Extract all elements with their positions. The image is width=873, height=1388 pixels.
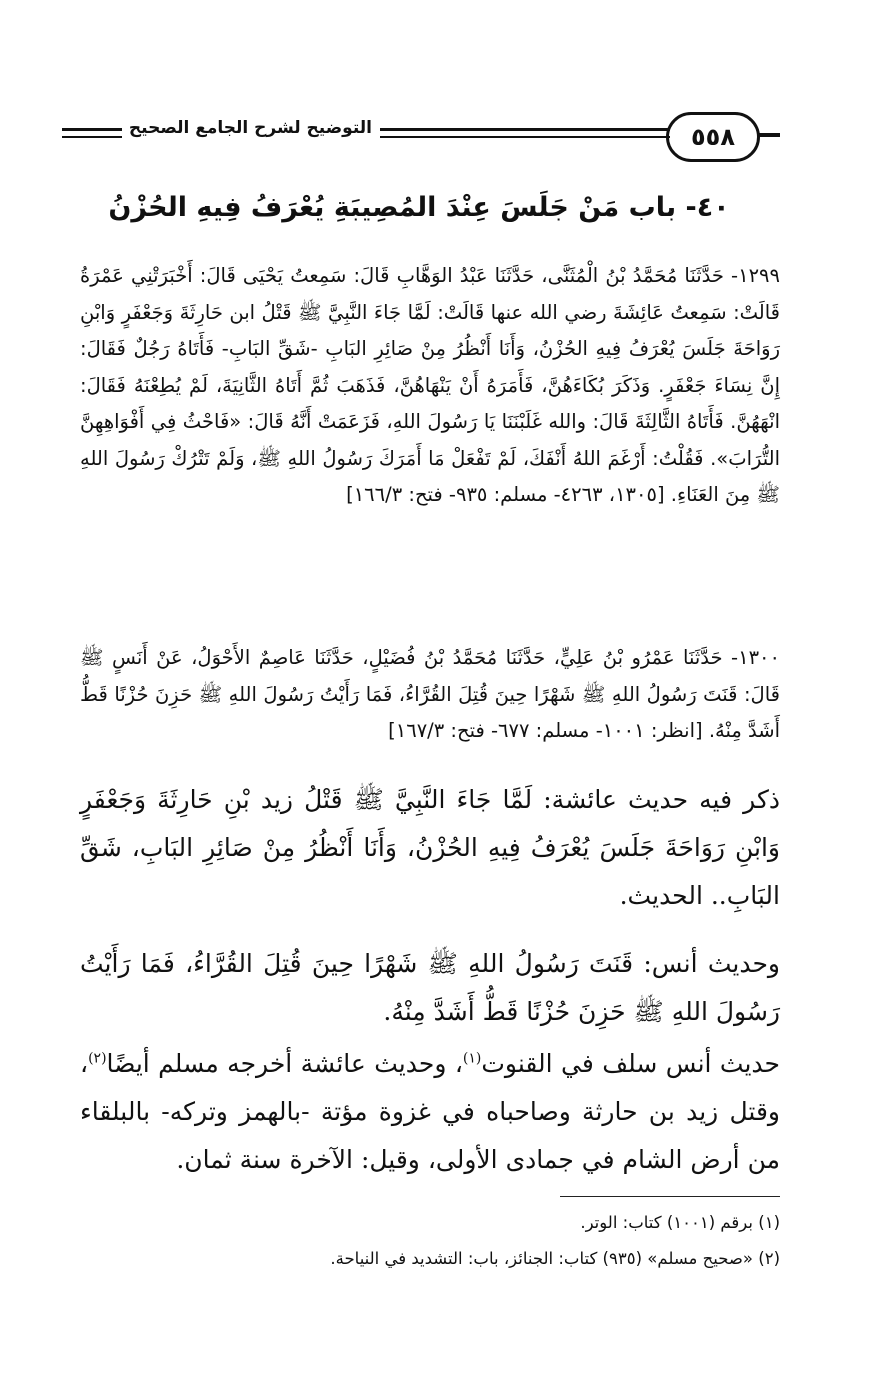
commentary-paragraph-1: ذكر فيه حديث عائشة: لَمَّا جَاءَ النَّبِيَّ ﷺ قَتْلُ زيد بْنِ حَارِثَةَ وَجَعْفَرٍ وَابْنِ رَوَاحَةَ جَلَسَ يُعْرَفُ فِيهِ الحُزْنُ، وَأَنَا أَنْظُرُ مِنْ صَائِرِ البَابِ، شَقِّ البَابِ.. الحديث.	[80, 785, 780, 910]
header-rule-left-top	[62, 128, 122, 131]
header-rule-right-bottom	[380, 136, 670, 138]
chapter-title: ٤٠- باب مَنْ جَلَسَ عِنْدَ المُصِيبَةِ يُعْرَفُ فِيهِ الحُزْنُ	[108, 192, 730, 223]
page-header	[58, 112, 780, 172]
header-rule-left-bottom	[62, 136, 122, 138]
footnote-2: (٢) «صحيح مسلم» (٩٣٥) كتاب: الجنائز، باب: التشديد في النياحة.	[330, 1249, 780, 1268]
footnote-ref-2: (٢)	[88, 1050, 107, 1067]
commentary-text-b: ، وحديث عائشة أخرجه مسلم أيضًا	[106, 1049, 463, 1078]
commentary-text-c: ، وقتل زيد بن حارثة وصاحباه في غزوة مؤتة -بالهمز وتركه- بالبلقاء من أرض الشام في جمادى الأولى، وقيل: الآخرة سنة ثمان.	[80, 1049, 780, 1174]
commentary-paragraph-2: وحديث أنس: قَنَتَ رَسُولُ اللهِ ﷺ شَهْرًا حِينَ قُتِلَ القُرَّاءُ، فَمَا رَأَيْتُ رَسُولَ اللهِ ﷺ حَزِنَ حُزْنًا قَطُّ أَشَدَّ مِنْهُ.	[80, 949, 780, 1026]
hadith-1300: ١٣٠٠- حَدَّثَنَا عَمْرُو بْنُ عَلِيٍّ، حَدَّثَنَا مُحَمَّدُ بْنُ فُضَيْلٍ، حَدَّثَنَا عَاصِمٌ الأَحْوَلُ، عَنْ أَنَسٍ ﷺ قَالَ: قَنَتَ رَسُولُ اللهِ ﷺ شَهْرًا حِينَ قُتِلَ القُرَّاءُ، فَمَا رَأَيْتُ رَسُولَ اللهِ ﷺ حَزِنَ حُزْنًا قَطُّ أَشَدَّ مِنْهُ. [انظر: ١٠٠١- مسلم: ٦٧٧- فتح: ١٦٧/٣]	[80, 646, 780, 742]
commentary-text-a: حديث أنس سلف في القنوت	[481, 1049, 780, 1078]
page-number: ٥٥٨	[666, 112, 760, 162]
hadith-1299: ١٢٩٩- حَدَّثَنَا مُحَمَّدُ بْنُ الْمُثَنَّى، حَدَّثَنَا عَبْدُ الوَهَّابِ قَالَ: سَمِعتُ يَحْيَى قَالَ: أَخْبَرَتْنِي عَمْرَةُ قَالَتْ: سَمِعتُ عَائِشَةَ رضي الله عنها قَالَتْ: لَمَّا جَاءَ النَّبِيَّ ﷺ قَتْلُ ابن حَارِثَةَ وَجَعْفَرٍ وَابْنِ رَوَاحَةَ جَلَسَ يُعْرَفُ فِيهِ الحُزْنُ، وَأَنَا أَنْظُرُ مِنْ صَائِرِ البَابِ -شَقِّ البَابِ- فَأَتَاهُ رَجُلٌ فَقَالَ: إِنَّ نِسَاءَ جَعْفَرٍ. وَذَكَرَ بُكَاءَهُنَّ، فَأَمَرَهُ أَنْ يَنْهَاهُنَّ، فَذَهَبَ ثُمَّ أَتَاهُ الثَّانِيَةَ، لَمْ يُطِعْنَهُ فَقَالَ: انْهَهُنَّ. فَأَتَاهُ الثَّالِثَةَ قَالَ: والله غَلَبْنَنَا يَا رَسُولَ اللهِ، فَزَعَمَتْ أَنَّهُ قَالَ: «فَاحْثُ فِي أَفْوَاهِهِنَّ التُّرَابَ». فَقُلْتُ: أَرْغَمَ اللهُ أَنْفَكَ، لَمْ تَفْعَلْ مَا أَمَرَكَ رَسُولُ اللهِ ﷺ، وَلَمْ تَتْرُكْ رَسُولَ اللهِ ﷺ مِنَ العَنَاءِ. [١٣٠٥، ٤٢٦٣- مسلم: ٩٣٥- فتح: ١٦٦/٣]	[80, 264, 780, 506]
running-title: التوضيح لشرح الجامع الصحيح	[128, 118, 372, 138]
footnote-separator	[560, 1196, 780, 1197]
header-rule-right-top	[380, 128, 670, 131]
commentary-paragraph-3	[80, 1040, 780, 1184]
footnote-1: (١) برقم (١٠٠١) كتاب: الوتر.	[580, 1213, 780, 1232]
footnote-ref-1: (١)	[462, 1050, 482, 1067]
